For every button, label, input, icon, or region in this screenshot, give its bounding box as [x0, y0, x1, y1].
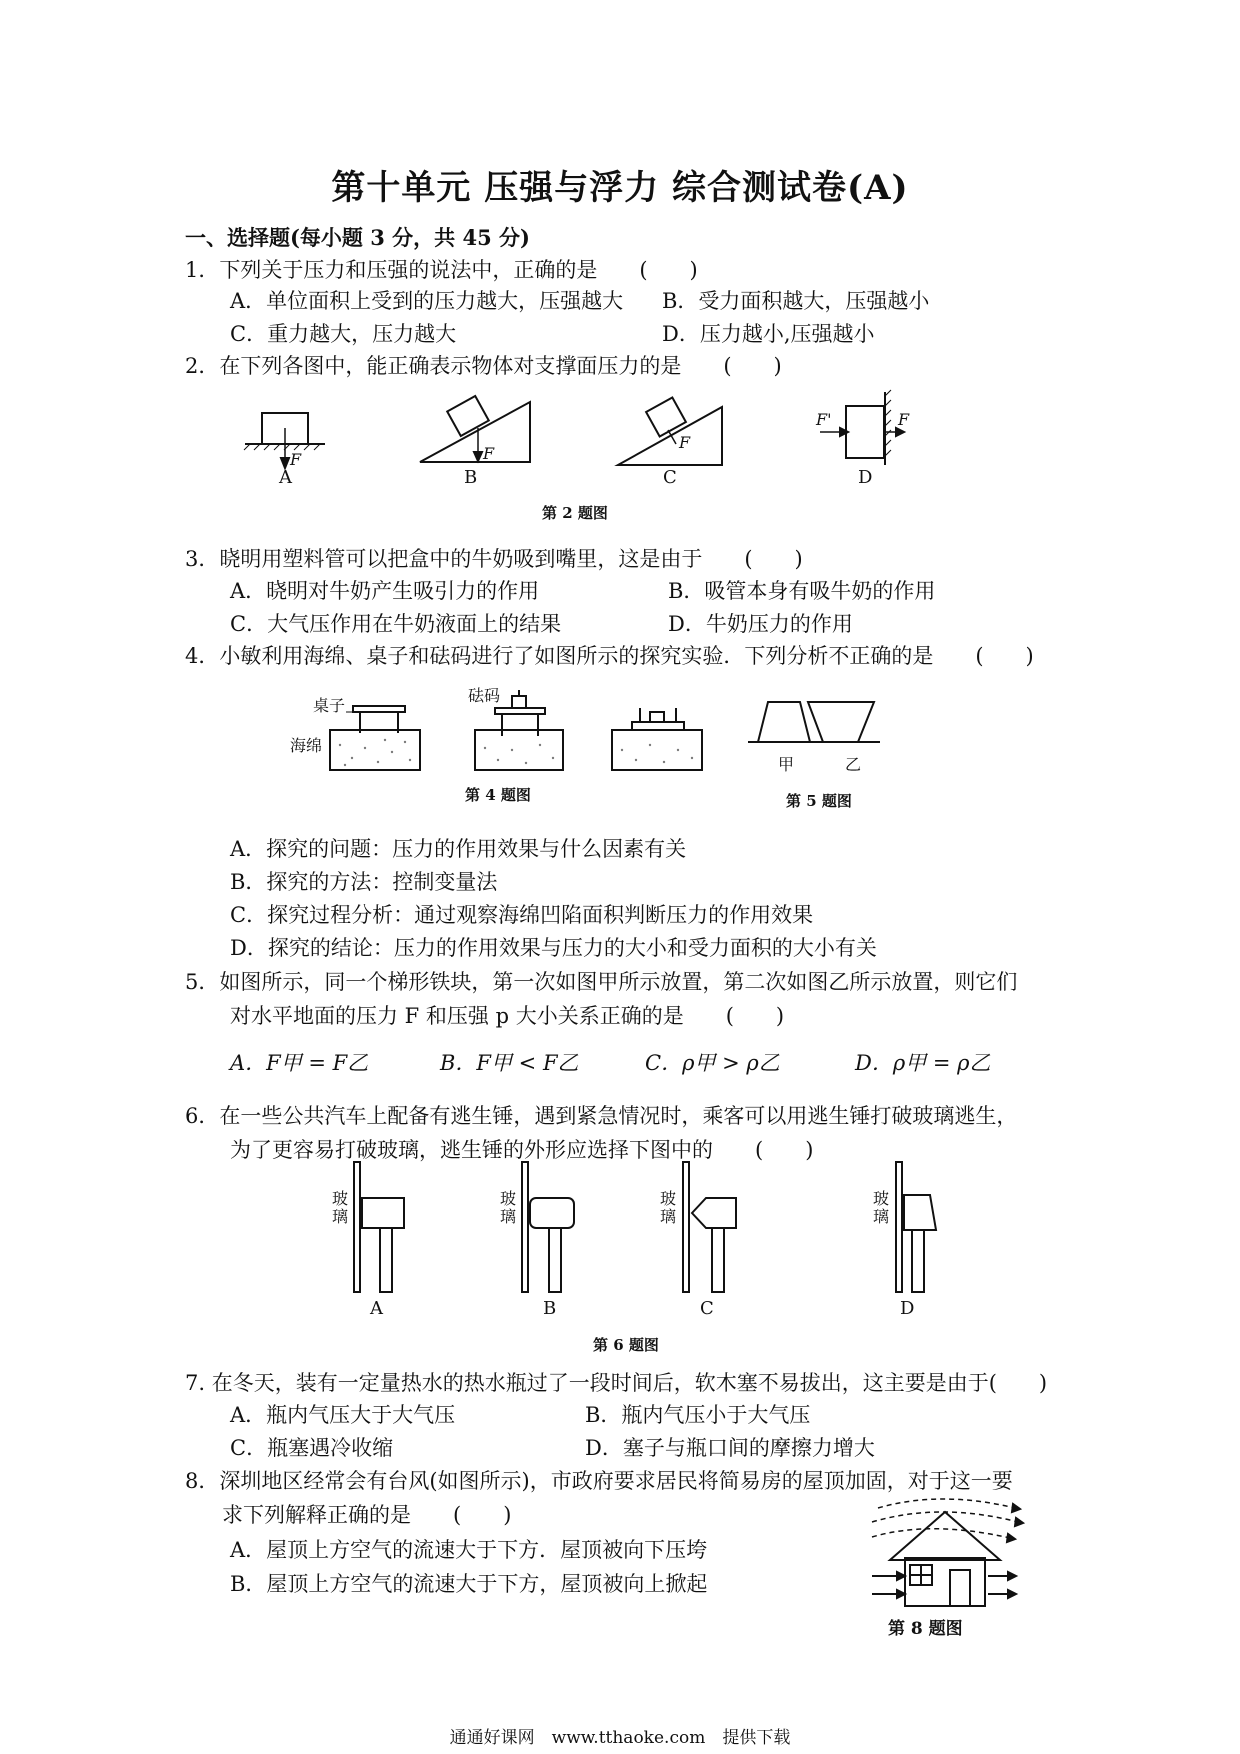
page-footer: 通通好课网 www.tthaoke.com 提供下载 — [449, 1728, 791, 1748]
q5-label-jia: 甲 — [778, 755, 795, 774]
q3-option-d: D．牛奶压力的作用 — [668, 612, 853, 636]
q1-option-d: D．压力越小,压强越小 — [662, 322, 875, 346]
q2-force-a: F — [290, 450, 302, 469]
q8-stem-line1: 8．深圳地区经常会有台风(如图所示)，市政府要求居民将简易房的屋顶加固，对于这一要 — [185, 1469, 1013, 1493]
q3-option-b: B．吸管本身有吸牛奶的作用 — [668, 579, 936, 603]
q8-option-a: A．屋顶上方空气的流速大于下方．屋顶被向下压垮 — [230, 1538, 708, 1562]
q4-label-table: 桌子 — [313, 696, 346, 715]
q6-glass-a-1: 玻 — [332, 1189, 349, 1208]
q7-option-d: D．塞子与瓶口间的摩擦力增大 — [585, 1436, 875, 1460]
q5-option-b: B．F甲 < F乙 — [440, 1051, 579, 1075]
q2-label-b: B — [464, 467, 478, 488]
q3-option-a: A．晓明对牛奶产生吸引力的作用 — [230, 579, 540, 603]
q5-option-c: C．ρ甲 > ρ乙 — [645, 1051, 780, 1075]
q5-label-yi: 乙 — [845, 755, 862, 774]
q6-caption: 第 6 题图 — [593, 1336, 659, 1354]
q6-label-a: A — [370, 1298, 383, 1319]
page-title: 第十单元 压强与浮力 综合测试卷(A) — [331, 168, 909, 208]
q6-stem-line2: 为了更容易打破玻璃，逃生锤的外形应选择下图中的 ( ) — [230, 1138, 814, 1162]
section-heading: 一、选择题(每小题 3 分，共 45 分) — [185, 225, 530, 250]
q7-stem: 7. 在冬天，装有一定量热水的热水瓶过了一段时间后，软木塞不易拔出，这主要是由于( ) — [185, 1371, 1048, 1395]
q2-force-b: F — [483, 444, 495, 463]
q8-stem-line2: 求下列解释正确的是 ( ) — [222, 1503, 512, 1527]
q1-option-b: B．受力面积越大，压强越小 — [662, 289, 930, 313]
q6-label-d: D — [900, 1298, 915, 1319]
q4-option-b: B．探究的方法：控制变量法 — [230, 870, 498, 894]
q2-stem: 2．在下列各图中，能正确表示物体对支撑面压力的是 ( ) — [185, 354, 782, 378]
q6-glass-d-1: 玻 — [873, 1189, 890, 1208]
q5-caption: 第 5 题图 — [786, 792, 852, 810]
q7-option-c: C．瓶塞遇冷收缩 — [230, 1436, 394, 1460]
q6-glass-b-1: 玻 — [500, 1189, 517, 1208]
q4-label-weight: 砝码 — [468, 686, 501, 705]
q2-force-c: F — [679, 433, 691, 452]
q2-caption: 第 2 题图 — [542, 504, 608, 522]
q7-option-b: B．瓶内气压小于大气压 — [585, 1403, 811, 1427]
q3-stem: 3．晓明用塑料管可以把盒中的牛奶吸到嘴里，这是由于 ( ) — [185, 547, 803, 571]
q4-stem: 4．小敏利用海绵、桌子和砝码进行了如图所示的探究实验．下列分析不正确的是 ( ) — [185, 644, 1034, 668]
q2-force-d2: F — [898, 410, 910, 429]
q6-glass-a-2: 璃 — [332, 1207, 349, 1226]
q5-stem-line2: 对水平地面的压力 F 和压强 p 大小关系正确的是 ( ) — [230, 1004, 785, 1028]
q4-option-a: A．探究的问题：压力的作用效果与什么因素有关 — [230, 837, 687, 861]
q6-label-b: B — [543, 1298, 557, 1319]
q5-option-a: A．F甲 = F乙 — [230, 1051, 369, 1075]
q3-option-c: C．大气压作用在牛奶液面上的结果 — [230, 612, 562, 636]
q4-caption: 第 4 题图 — [465, 786, 531, 804]
q8-option-b: B．屋顶上方空气的流速大于下方，屋顶被向上掀起 — [230, 1572, 708, 1596]
q4-option-c: C．探究过程分析：通过观察海绵凹陷面积判断压力的作用效果 — [230, 903, 814, 927]
q1-stem: 1．下列关于压力和压强的说法中，正确的是 ( ) — [185, 258, 698, 282]
q6-glass-b-2: 璃 — [500, 1207, 517, 1226]
q1-option-a: A．单位面积上受到的压力越大，压强越大 — [230, 289, 624, 313]
q2-label-a: A — [279, 467, 292, 488]
q1-option-c: C．重力越大，压力越大 — [230, 322, 457, 346]
q4-label-sponge: 海绵 — [290, 736, 323, 755]
q5-option-d: D．ρ甲 = ρ乙 — [855, 1051, 991, 1075]
q6-label-c: C — [700, 1298, 714, 1319]
q7-option-a: A．瓶内气压大于大气压 — [230, 1403, 456, 1427]
q5-stem-line1: 5．如图所示，同一个梯形铁块，第一次如图甲所示放置，第二次如图乙所示放置，则它们 — [185, 970, 1018, 994]
q2-label-d: D — [858, 467, 873, 488]
q6-glass-c-1: 玻 — [660, 1189, 677, 1208]
q8-caption: 第 8 题图 — [888, 1619, 963, 1639]
q6-glass-c-2: 璃 — [660, 1207, 677, 1226]
q2-label-c: C — [663, 467, 677, 488]
q6-stem-line1: 6．在一些公共汽车上配备有逃生锤，遇到紧急情况时，乘客可以用逃生锤打破玻璃逃生， — [185, 1104, 1018, 1128]
q4-option-d: D．探究的结论：压力的作用效果与压力的大小和受力面积的大小有关 — [230, 936, 877, 960]
q6-glass-d-2: 璃 — [873, 1207, 890, 1226]
q2-force-d1: F' — [816, 410, 832, 429]
